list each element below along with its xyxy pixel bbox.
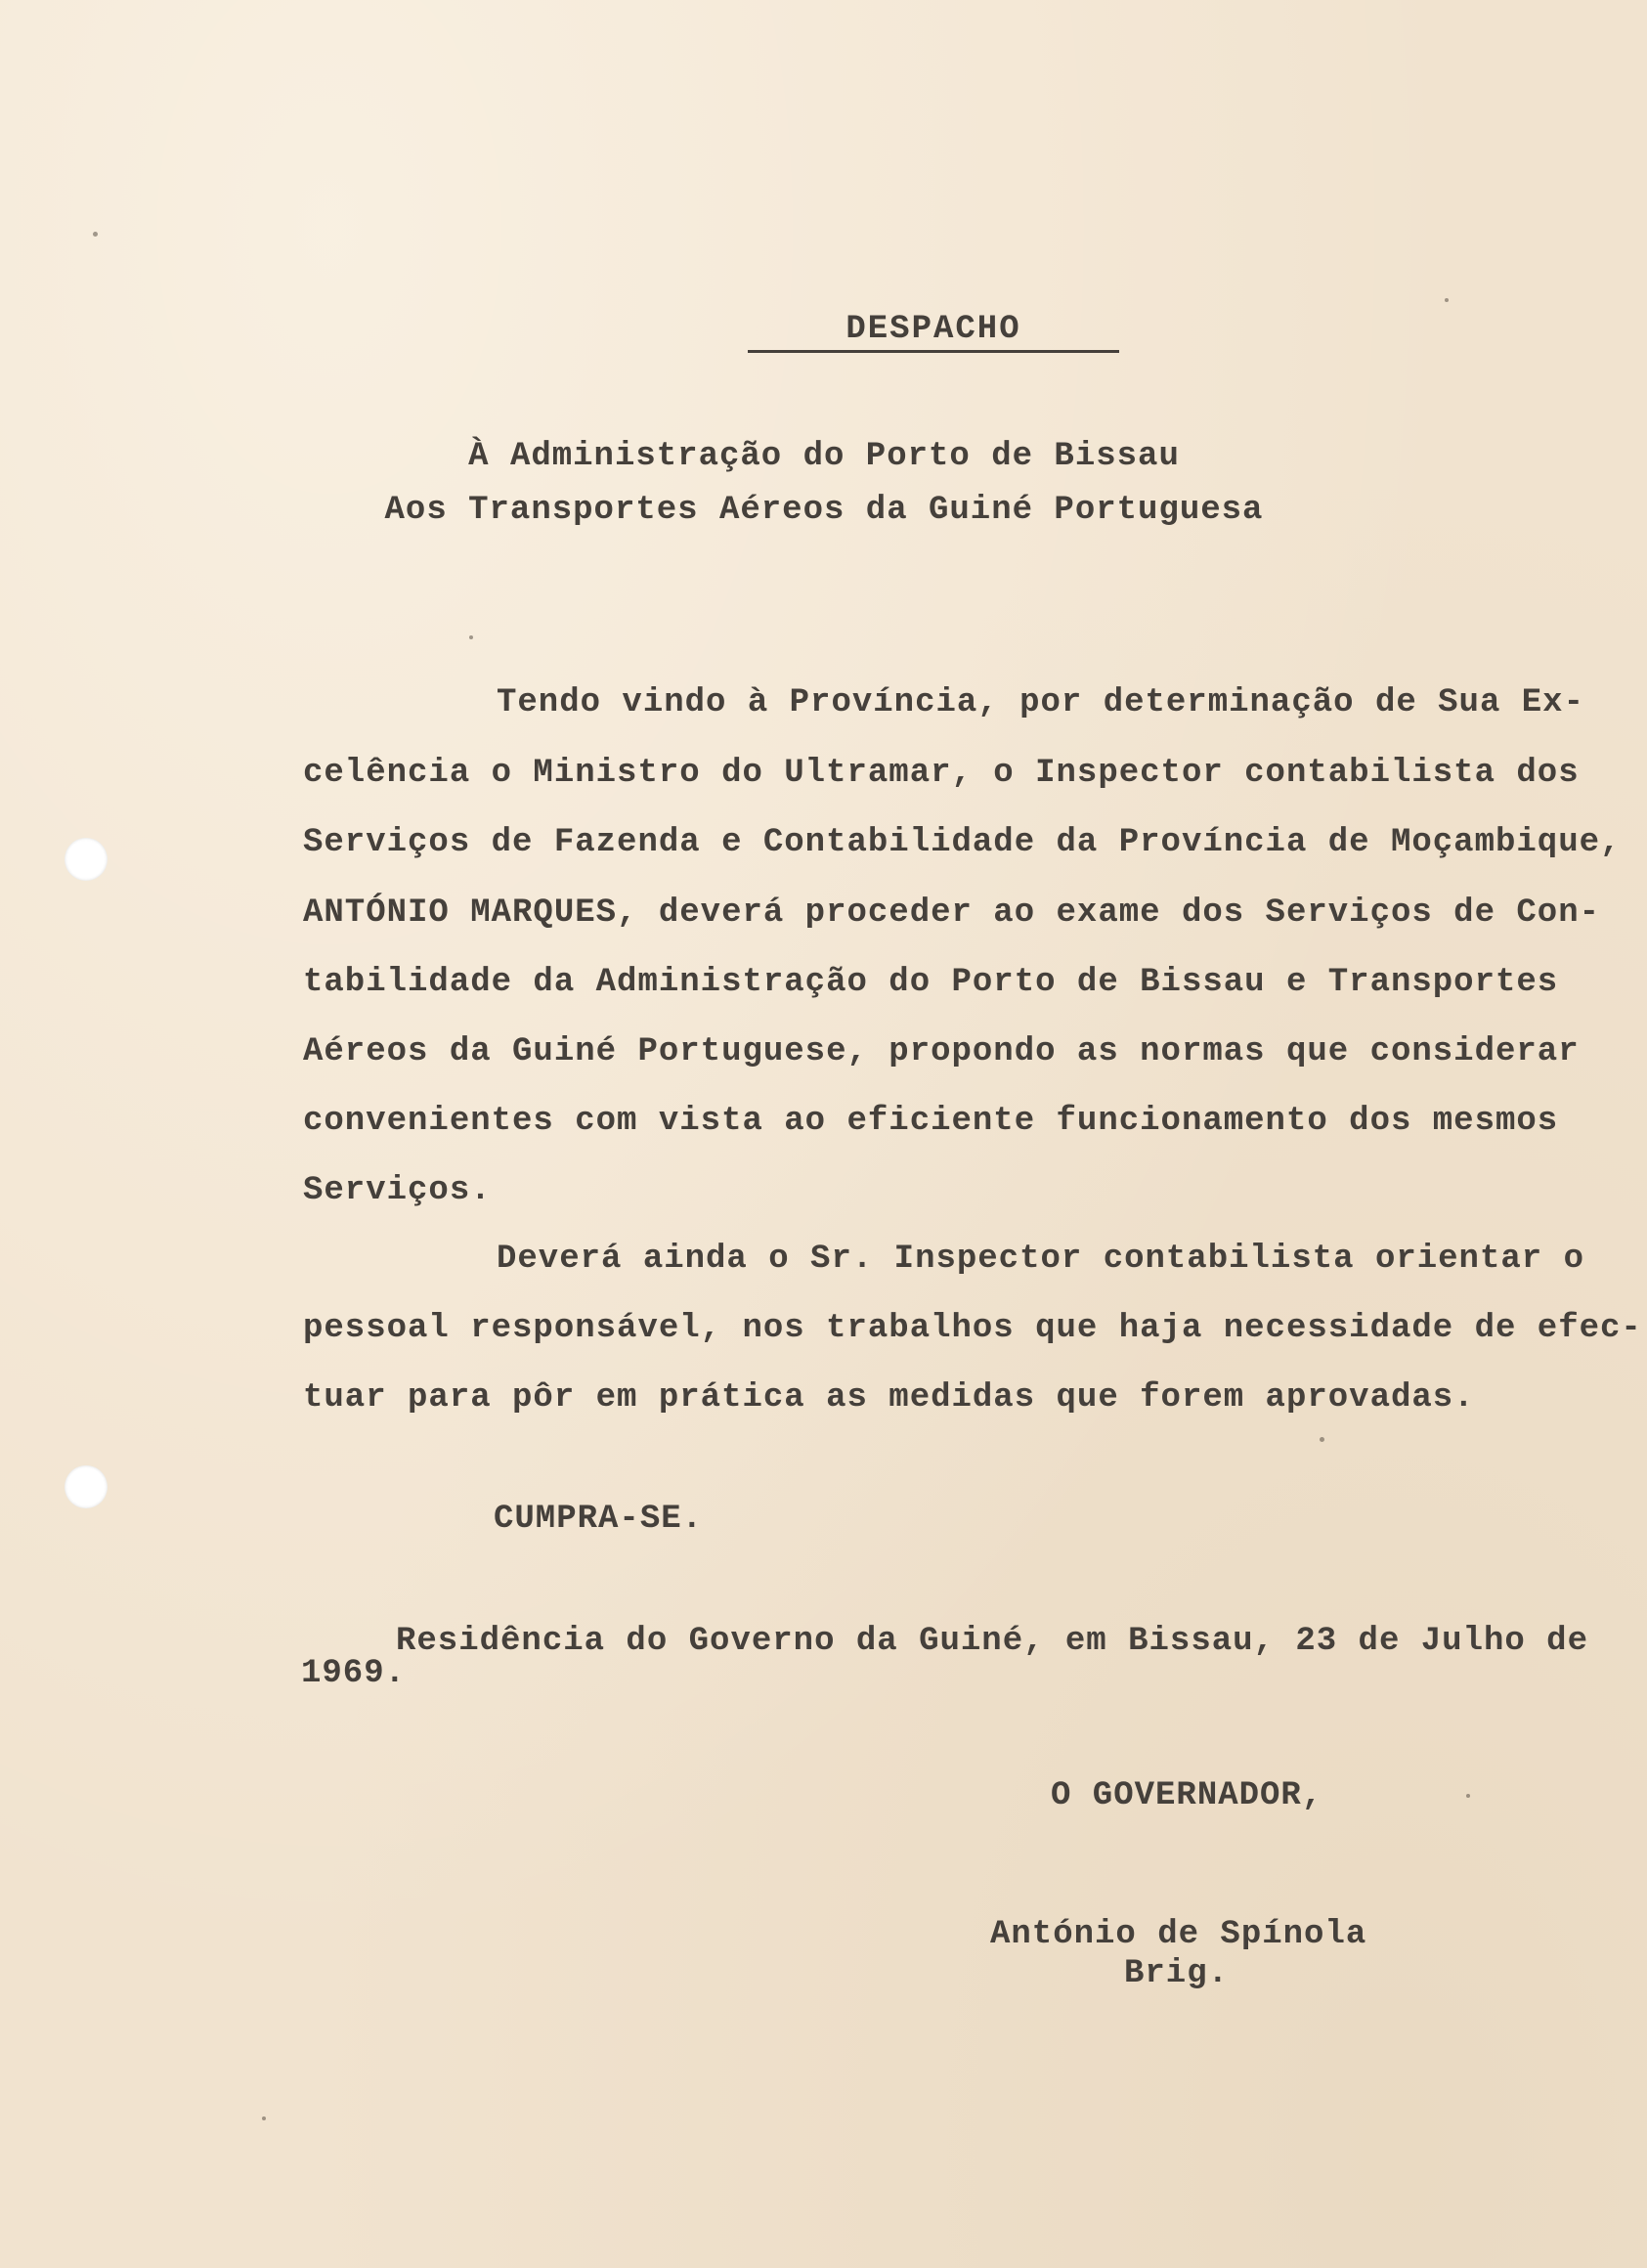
- document-title: DESPACHO: [748, 311, 1119, 353]
- paragraph-1-line-8: Serviços.: [303, 1172, 492, 1209]
- punch-hole-top: [65, 838, 108, 881]
- paragraph-2-line-2: pessoal responsável, nos trabalhos que haja necessidade de efec-: [303, 1310, 1642, 1347]
- addressee-line-2: Aos Transportes Aéreos da Guiné Portuguesa: [384, 492, 1264, 529]
- signatory-rank: Brig.: [1124, 1955, 1230, 1992]
- paragraph-1-line-5: tabilidade da Administração do Porto de Bissau e Transportes: [303, 964, 1559, 1001]
- paragraph-1-line-7: convenientes com vista ao eficiente funcionamento dos mesmos: [303, 1103, 1559, 1140]
- addressee-line-1: À Administração do Porto de Bissau: [468, 438, 1180, 475]
- paper-speck: [262, 2116, 266, 2120]
- punch-hole-bottom: [65, 1465, 108, 1508]
- paper-speck: [93, 232, 98, 237]
- cumpra-se: CUMPRA-SE.: [494, 1501, 704, 1538]
- paragraph-2-line-3: tuar para pôr em prática as medidas que forem aprovadas.: [303, 1379, 1475, 1417]
- paper-speck: [1445, 298, 1449, 302]
- paragraph-1-line-1: Tendo vindo à Província, por determinação de Sua Ex-: [497, 684, 1584, 721]
- paragraph-1-line-2: celência o Ministro do Ultramar, o Inspector contabilista dos: [303, 755, 1580, 792]
- paper-speck: [469, 635, 473, 639]
- signatory-name: António de Spínola: [990, 1916, 1367, 1953]
- paper-speck: [1320, 1437, 1324, 1442]
- paragraph-1-line-3: Serviços de Fazenda e Contabilidade da Província de Moçambique,: [303, 824, 1622, 861]
- paragraph-2-line-1: Deverá ainda o Sr. Inspector contabilista orientar o: [497, 1241, 1584, 1278]
- paragraph-1-line-6: Aéreos da Guiné Portuguese, propondo as normas que considerar: [303, 1033, 1580, 1070]
- paper-speck: [1466, 1794, 1470, 1798]
- paragraph-1-line-4: ANTÓNIO MARQUES, deverá proceder ao exame dos Serviços de Con-: [303, 894, 1601, 932]
- place-date-line-2: 1969.: [301, 1655, 407, 1692]
- signatory-title: O GOVERNADOR,: [1051, 1777, 1323, 1814]
- place-date-line-1: Residência do Governo da Guiné, em Bissau, 23 de Julho de: [396, 1623, 1588, 1660]
